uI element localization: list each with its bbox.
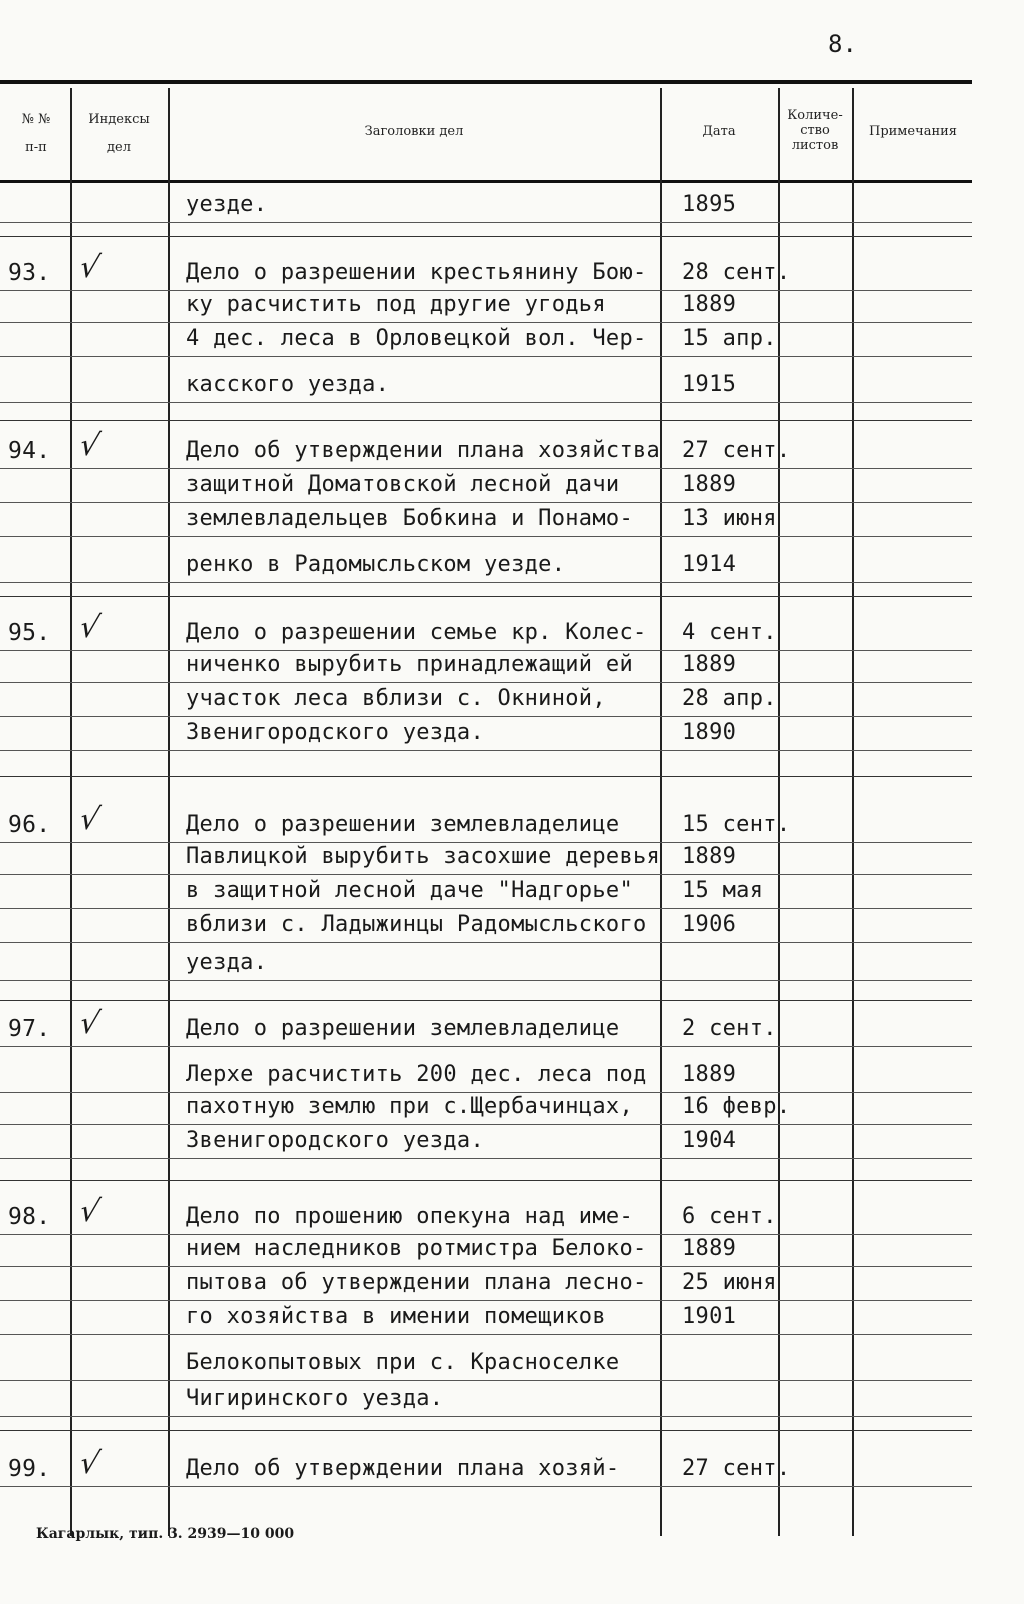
checkmark-icon: √ <box>76 428 103 463</box>
ruled-line <box>0 1416 972 1417</box>
ruled-line <box>0 1380 972 1381</box>
entry-number: 94. <box>8 438 51 464</box>
entry-separator <box>0 1180 972 1181</box>
ruled-line <box>0 716 972 717</box>
ruled-line <box>0 290 972 291</box>
checkmark-icon: √ <box>76 1006 103 1041</box>
entry-title-line: в защитной лесной даче "Надгорье" <box>186 878 633 903</box>
entry-date: 15 апр. <box>682 326 777 351</box>
ruled-line <box>0 942 972 943</box>
checkmark-icon: √ <box>76 1446 103 1481</box>
checkmark-icon: √ <box>76 802 103 837</box>
entry-separator <box>0 596 972 597</box>
col-divider-1 <box>70 88 72 1536</box>
entry-title-line: вблизи с. Ладыжинцы Радомысльского <box>186 912 647 937</box>
entry-date: 1889 <box>682 652 737 677</box>
entry-date: 15 мая <box>682 878 764 903</box>
col-divider-2 <box>168 88 170 1536</box>
ruled-line <box>0 1234 972 1235</box>
entry-separator <box>0 1430 972 1431</box>
entry-title-line: Дело об утверждении плана хозяйства <box>186 438 661 463</box>
entry-title-line: ренко в Радомысльском уезде. <box>186 552 566 577</box>
top-thick-rule <box>0 80 972 84</box>
header-date: Дата <box>702 124 736 139</box>
entry-number: 93. <box>8 260 51 286</box>
col-divider-3 <box>660 88 662 1536</box>
footer-imprint: Кагарлык, тип. 3. 2939—10 000 <box>36 1526 295 1542</box>
entry-date: 28 апр. <box>682 686 777 711</box>
ruled-line <box>0 682 972 683</box>
ruled-line <box>0 536 972 537</box>
entry-title-line: Чигиринского уезда. <box>186 1386 444 1411</box>
ruled-line <box>0 874 972 875</box>
entry-date: 6 сент. <box>682 1204 777 1229</box>
entry-title-line: 4 дес. леса в Орловецкой вол. Чер- <box>186 326 647 351</box>
entry-title-line: уезде. <box>186 192 268 217</box>
entry-number: 97. <box>8 1016 51 1042</box>
ruled-line <box>0 1300 972 1301</box>
entry-date: 1901 <box>682 1304 737 1329</box>
entry-date: 13 июня <box>682 506 777 531</box>
ruled-line <box>0 402 972 403</box>
entry-title-line: нием наследников ротмистра Белоко- <box>186 1236 647 1261</box>
entry-date: 1889 <box>682 1236 737 1261</box>
entry-title-line: Белокопытовых при с. Красноселке <box>186 1350 620 1375</box>
ruled-line <box>0 222 972 223</box>
ruled-line <box>0 322 972 323</box>
ruled-line <box>0 1046 972 1047</box>
header-bottom-rule <box>0 180 972 183</box>
ruled-line <box>0 750 972 751</box>
ruled-line <box>0 468 972 469</box>
entry-title-line: пытова об утверждении плана лесно- <box>186 1270 647 1295</box>
ruled-line <box>0 1486 972 1487</box>
entry-date: 28 сент. <box>682 260 791 285</box>
entry-number: 96. <box>8 812 51 838</box>
entry-date: 27 сент. <box>682 438 791 463</box>
entry-title-line: землевладельцев Бобкина и Понамо- <box>186 506 633 531</box>
entry-date: 1906 <box>682 912 737 937</box>
header-num: № № п-п <box>21 112 51 155</box>
entry-title-line: уезда. <box>186 950 268 975</box>
entry-separator <box>0 1000 972 1001</box>
entry-number: 99. <box>8 1456 51 1482</box>
entry-title-line: участок леса вблизи с. Окниной, <box>186 686 606 711</box>
header-index: Индексы дел <box>88 112 150 155</box>
ruled-line <box>0 582 972 583</box>
entry-number: 98. <box>8 1204 51 1230</box>
ruled-line <box>0 842 972 843</box>
ruled-line <box>0 356 972 357</box>
ruled-line <box>0 1334 972 1335</box>
entry-date: 15 сент. <box>682 812 791 837</box>
entry-date: 1914 <box>682 552 737 577</box>
entry-date: 16 февр. <box>682 1094 791 1119</box>
entry-title-line: ниченко вырубить принадлежащий ей <box>186 652 633 677</box>
entry-title-line: Дело о разрешении крестьянину Бою- <box>186 260 647 285</box>
entry-title-line: Дело о разрешении землевладелице <box>186 1016 620 1041</box>
entry-title-line: пахотную землю при с.Щербачинцах, <box>186 1094 633 1119</box>
entry-number: 95. <box>8 620 51 646</box>
entry-title-line: Дело об утверждении плана хозяй- <box>186 1456 620 1481</box>
ruled-line <box>0 502 972 503</box>
entry-date: 1889 <box>682 844 737 869</box>
entry-title-line: Звенигородского уезда. <box>186 1128 484 1153</box>
ruled-line <box>0 980 972 981</box>
entry-date: 1889 <box>682 472 737 497</box>
header-title: Заголовки дел <box>364 124 464 139</box>
entry-separator <box>0 776 972 777</box>
entry-title-line: защитной Доматовской лесной дачи <box>186 472 620 497</box>
entry-date: 2 сент. <box>682 1016 777 1041</box>
entry-date: 1895 <box>682 192 737 217</box>
entry-separator <box>0 236 972 237</box>
entry-title-line: Лерхе расчистить 200 дес. леса под <box>186 1062 647 1087</box>
ruled-line <box>0 1092 972 1093</box>
entry-separator <box>0 420 972 421</box>
entry-date: 1889 <box>682 1062 737 1087</box>
entry-title-line: ку расчистить под другие угодья <box>186 292 606 317</box>
ruled-line <box>0 1124 972 1125</box>
entry-date: 1890 <box>682 720 737 745</box>
header-sheets: Количе- ство листов <box>787 108 843 153</box>
entry-date: 27 сент. <box>682 1456 791 1481</box>
page-number: 8. <box>828 30 857 58</box>
entry-date: 1915 <box>682 372 737 397</box>
entry-title-line: Дело по прошению опекуна над име- <box>186 1204 633 1229</box>
ruled-line <box>0 908 972 909</box>
checkmark-icon: √ <box>76 610 103 645</box>
entry-title-line: Павлицкой вырубить засохшие деревья <box>186 844 661 869</box>
header-notes: Примечания <box>868 124 957 139</box>
entry-date: 1904 <box>682 1128 737 1153</box>
entry-title-line: Звенигородского уезда. <box>186 720 484 745</box>
entry-date: 1889 <box>682 292 737 317</box>
col-divider-5 <box>852 88 854 1536</box>
entry-title-line: Дело о разрешении семье кр. Колес- <box>186 620 647 645</box>
entry-date: 25 июня <box>682 1270 777 1295</box>
checkmark-icon: √ <box>76 250 103 285</box>
entry-date: 4 сент. <box>682 620 777 645</box>
ruled-line <box>0 1158 972 1159</box>
checkmark-icon: √ <box>76 1194 103 1229</box>
entry-title-line: Дело о разрешении землевладелице <box>186 812 620 837</box>
ruled-line <box>0 1266 972 1267</box>
ruled-line <box>0 650 972 651</box>
entry-title-line: го хозяйства в имении помещиков <box>186 1304 606 1329</box>
entry-title-line: касского уезда. <box>186 372 390 397</box>
